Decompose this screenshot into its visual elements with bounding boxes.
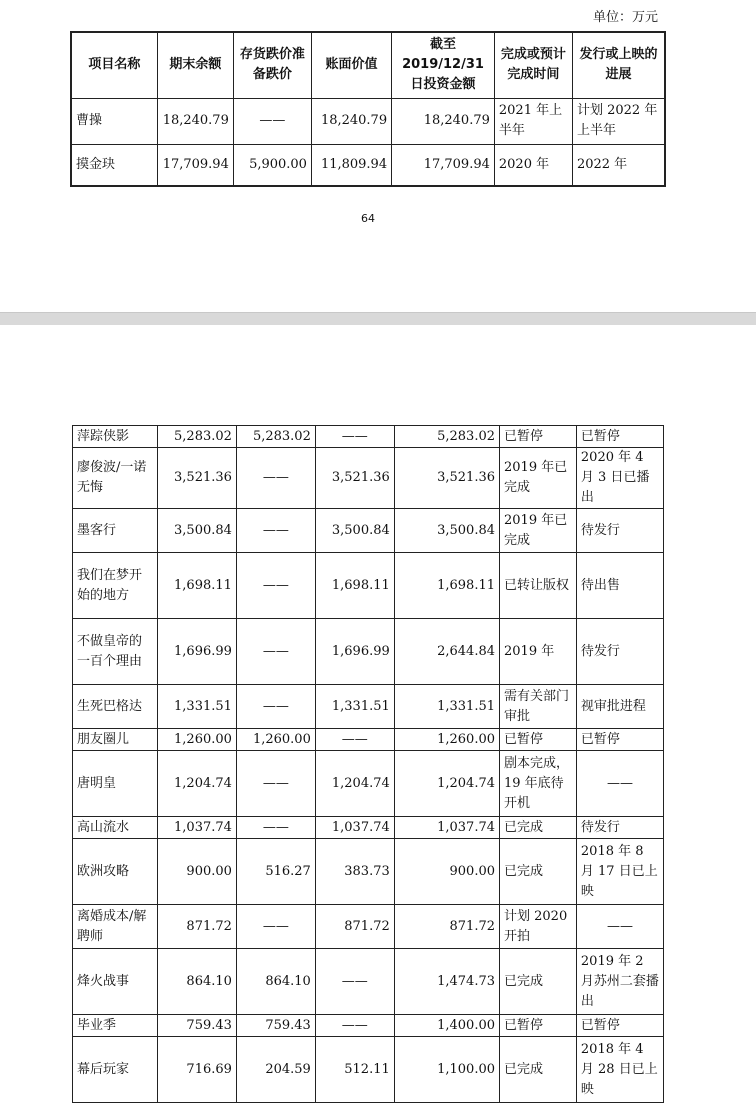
book-value-cell: —— (315, 426, 394, 448)
impairment-cell: 864.10 (236, 949, 315, 1015)
project-name-cell: 欧洲攻略 (73, 839, 158, 905)
investment-amount-cell: 1,331.51 (394, 685, 499, 729)
investment-amount-cell: 2,644.84 (394, 619, 499, 685)
completion-time-cell: 2020 年 (494, 144, 572, 186)
investment-amount-cell: 3,521.36 (394, 448, 499, 509)
project-name-cell: 我们在梦开始的地方 (73, 553, 158, 619)
ending-balance-cell: 3,500.84 (158, 509, 237, 553)
project-name-cell: 离婚成本/解聘师 (73, 905, 158, 949)
investment-amount-cell: 900.00 (394, 839, 499, 905)
table-row (73, 619, 664, 685)
release-progress-cell: —— (576, 751, 663, 817)
table-row (71, 144, 665, 186)
completion-time-cell: 已完成 (500, 839, 577, 905)
impairment-cell: —— (236, 751, 315, 817)
project-name-cell: 墨客行 (73, 509, 158, 553)
investment-amount-cell: 1,260.00 (394, 729, 499, 751)
table-row (73, 1015, 664, 1037)
project-name-cell: 毕业季 (73, 1015, 158, 1037)
impairment-cell: —— (236, 685, 315, 729)
ending-balance-cell: 18,240.79 (157, 98, 233, 144)
impairment-cell: —— (236, 817, 315, 839)
header-cell: 完成或预计完成时间 (494, 32, 572, 98)
book-value-cell: 18,240.79 (311, 98, 391, 144)
ending-balance-cell: 900.00 (158, 839, 237, 905)
project-name-cell: 生死巴格达 (73, 685, 158, 729)
project-name-cell: 唐明皇 (73, 751, 158, 817)
table-row (71, 98, 665, 144)
table-row (73, 949, 664, 1015)
book-value-cell: —— (315, 729, 394, 751)
release-progress-cell: 2020 年 4 月 3 日已播出 (576, 448, 663, 509)
completion-time-cell: 2019 年 (500, 619, 577, 685)
impairment-cell: 5,283.02 (236, 426, 315, 448)
book-value-cell: 512.11 (315, 1037, 394, 1103)
ending-balance-cell: 759.43 (158, 1015, 237, 1037)
impairment-cell: 5,900.00 (233, 144, 311, 186)
release-progress-cell: 2018 年 8 月 17 日已上映 (576, 839, 663, 905)
impairment-cell: 759.43 (236, 1015, 315, 1037)
investment-amount-cell: 1,400.00 (394, 1015, 499, 1037)
release-progress-cell: 待发行 (576, 509, 663, 553)
table-row (73, 448, 664, 509)
investment-amount-cell: 5,283.02 (394, 426, 499, 448)
ending-balance-cell: 864.10 (158, 949, 237, 1015)
book-value-cell: 1,204.74 (315, 751, 394, 817)
investment-amount-cell: 17,709.94 (392, 144, 495, 186)
page-number: 64 (361, 212, 375, 225)
book-value-cell: 1,037.74 (315, 817, 394, 839)
impairment-cell: —— (236, 553, 315, 619)
table-row (73, 426, 664, 448)
release-progress-cell: 已暂停 (576, 426, 663, 448)
unit-label: 单位：万元 (592, 10, 658, 25)
impairment-cell: —— (236, 619, 315, 685)
completion-time-cell: 2019 年已完成 (500, 509, 577, 553)
ending-balance-cell: 1,037.74 (158, 817, 237, 839)
book-value-cell: —— (315, 949, 394, 1015)
completion-time-cell: 已暂停 (500, 426, 577, 448)
book-value-cell: 3,500.84 (315, 509, 394, 553)
completion-time-cell: 2019 年已完成 (500, 448, 577, 509)
project-name-cell: 高山流水 (73, 817, 158, 839)
release-progress-cell: 待发行 (576, 817, 663, 839)
table-row (73, 729, 664, 751)
project-name-cell: 幕后玩家 (73, 1037, 158, 1103)
investment-amount-cell: 1,037.74 (394, 817, 499, 839)
ending-balance-cell: 1,698.11 (158, 553, 237, 619)
impairment-cell: 1,260.00 (236, 729, 315, 751)
completion-time-cell: 2021 年上半年 (494, 98, 572, 144)
table-row (73, 1037, 664, 1103)
release-progress-cell: —— (576, 905, 663, 949)
header-cell: 存货跌价准备跌价 (233, 32, 311, 98)
release-progress-cell: 已暂停 (576, 729, 663, 751)
investment-amount-cell: 1,474.73 (394, 949, 499, 1015)
book-value-cell: 11,809.94 (311, 144, 391, 186)
header-cell: 截至2019/12/31日投资金额 (392, 32, 495, 98)
project-name-cell: 不做皇帝的一百个理由 (73, 619, 158, 685)
investment-amount-cell: 1,698.11 (394, 553, 499, 619)
header-cell: 账面价值 (311, 32, 391, 98)
investment-amount-cell: 3,500.84 (394, 509, 499, 553)
ending-balance-cell: 5,283.02 (158, 426, 237, 448)
project-name-cell: 摸金玦 (71, 144, 157, 186)
release-progress-cell: 2022 年 (572, 144, 665, 186)
investment-amount-cell: 18,240.79 (392, 98, 495, 144)
completion-time-cell: 已暂停 (500, 729, 577, 751)
table-row (73, 839, 664, 905)
ending-balance-cell: 1,260.00 (158, 729, 237, 751)
release-progress-cell: 2019 年 2 月苏州二套播出 (576, 949, 663, 1015)
document-page-top (0, 0, 756, 316)
project-name-cell: 曹操 (71, 98, 157, 144)
header-cell: 发行或上映的进展 (572, 32, 665, 98)
investment-amount-cell: 1,204.74 (394, 751, 499, 817)
release-progress-cell: 已暂停 (576, 1015, 663, 1037)
completion-time-cell: 已暂停 (500, 1015, 577, 1037)
project-name-cell: 萍踪侠影 (73, 426, 158, 448)
impairment-cell: 516.27 (236, 839, 315, 905)
table-row (73, 751, 664, 817)
book-value-cell: 1,331.51 (315, 685, 394, 729)
book-value-cell: 383.73 (315, 839, 394, 905)
ending-balance-cell: 716.69 (158, 1037, 237, 1103)
table-row (73, 509, 664, 553)
release-progress-cell: 视审批进程 (576, 685, 663, 729)
project-name-cell: 廖俊波/一诺无悔 (73, 448, 158, 509)
completion-time-cell: 已完成 (500, 817, 577, 839)
table-row (73, 905, 664, 949)
completion-time-cell: 已完成 (500, 949, 577, 1015)
release-progress-cell: 计划 2022 年上半年 (572, 98, 665, 144)
table-row (73, 817, 664, 839)
completion-time-cell: 计划 2020 开拍 (500, 905, 577, 949)
book-value-cell: 1,696.99 (315, 619, 394, 685)
project-name-cell: 烽火战事 (73, 949, 158, 1015)
release-progress-cell: 2018 年 4 月 28 日已上映 (576, 1037, 663, 1103)
completion-time-cell: 已转让版权 (500, 553, 577, 619)
book-value-cell: 1,698.11 (315, 553, 394, 619)
impairment-cell: —— (236, 905, 315, 949)
ending-balance-cell: 1,696.99 (158, 619, 237, 685)
investment-table-top (70, 31, 666, 187)
impairment-cell: —— (236, 509, 315, 553)
table-row (73, 553, 664, 619)
completion-time-cell: 需有关部门审批 (500, 685, 577, 729)
book-value-cell: 871.72 (315, 905, 394, 949)
ending-balance-cell: 1,331.51 (158, 685, 237, 729)
page-separator (0, 312, 756, 326)
ending-balance-cell: 3,521.36 (158, 448, 237, 509)
release-progress-cell: 待出售 (576, 553, 663, 619)
table-row (73, 685, 664, 729)
book-value-cell: —— (315, 1015, 394, 1037)
release-progress-cell: 待发行 (576, 619, 663, 685)
completion-time-cell: 剧本完成，19 年底待开机 (500, 751, 577, 817)
impairment-cell: —— (236, 448, 315, 509)
header-row (71, 32, 665, 98)
investment-amount-cell: 871.72 (394, 905, 499, 949)
completion-time-cell: 已完成 (500, 1037, 577, 1103)
investment-amount-cell: 1,100.00 (394, 1037, 499, 1103)
investment-table-continued (72, 425, 664, 1103)
ending-balance-cell: 17,709.94 (157, 144, 233, 186)
impairment-cell: —— (233, 98, 311, 144)
header-cell: 期末余额 (157, 32, 233, 98)
ending-balance-cell: 1,204.74 (158, 751, 237, 817)
book-value-cell: 3,521.36 (315, 448, 394, 509)
impairment-cell: 204.59 (236, 1037, 315, 1103)
header-cell: 项目名称 (71, 32, 157, 98)
ending-balance-cell: 871.72 (158, 905, 237, 949)
project-name-cell: 朋友圈儿 (73, 729, 158, 751)
